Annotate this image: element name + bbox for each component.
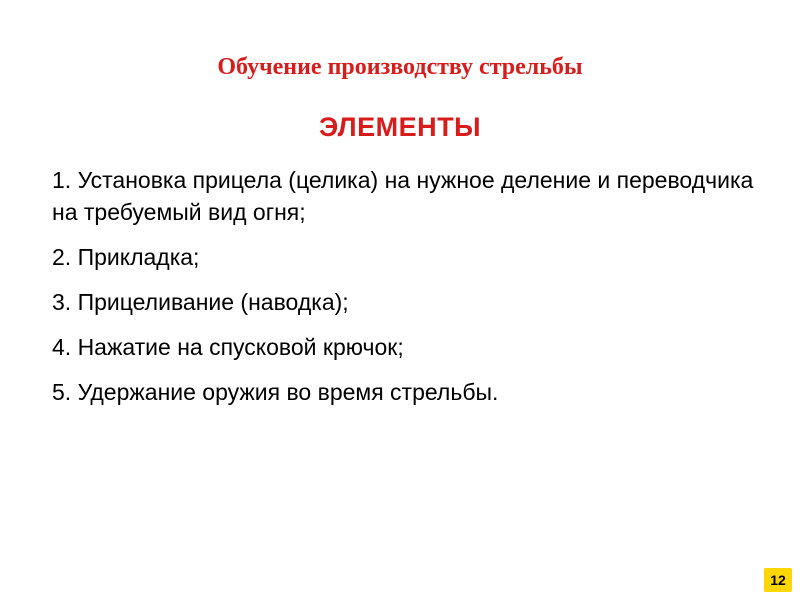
list-item: 5. Удержание оружия во время стрельбы. — [52, 379, 499, 405]
elements-list — [52, 164, 772, 421]
list-item: 4. Нажатие на спусковой крючок; — [52, 334, 404, 360]
page-number-badge: 12 — [764, 568, 792, 592]
list-item: 3. Прицеливание (наводка); — [52, 289, 349, 315]
section-heading: ЭЛЕМЕНТЫ — [318, 112, 482, 142]
list-item: 1. Установка прицела (целика) на нужное деление и переводчика на требуемый вид огня; — [52, 167, 754, 225]
list-item: 2. Прикладка; — [52, 244, 200, 270]
slide-title: Обучение производству стрельбы — [217, 54, 583, 80]
